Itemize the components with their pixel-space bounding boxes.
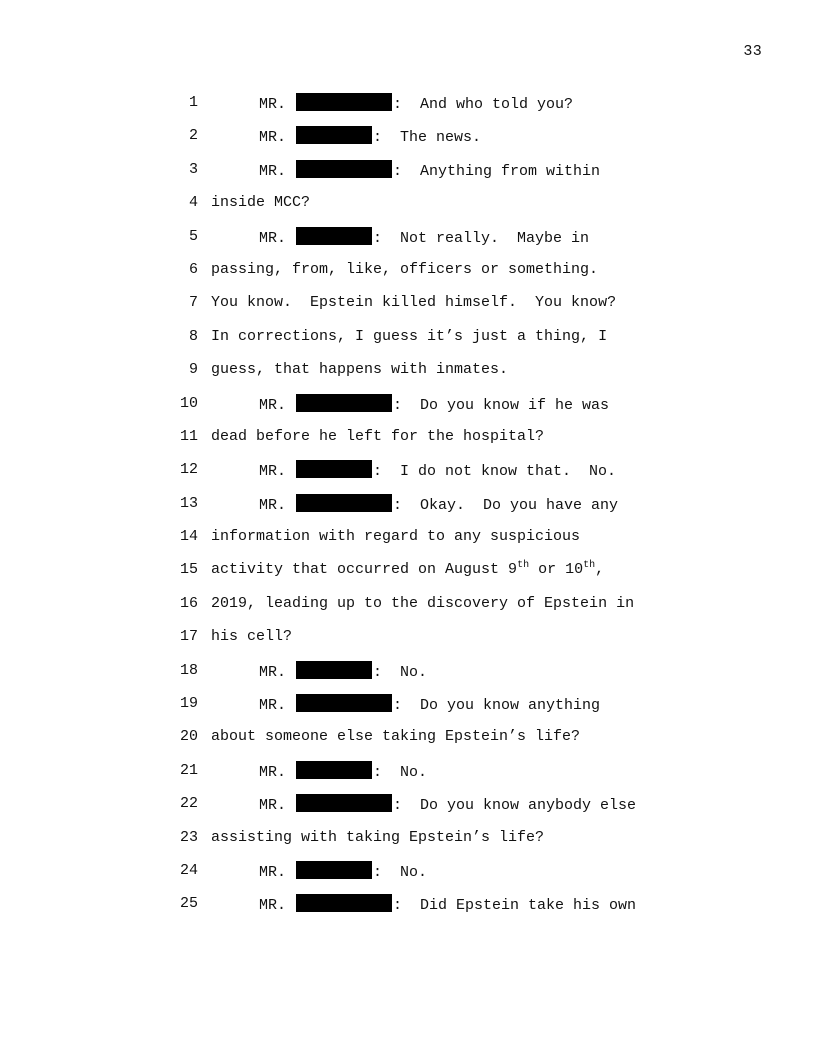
spoken-text: information with regard to any suspicious xyxy=(211,528,581,546)
ordinal-suffix: th xyxy=(517,560,530,572)
line-number: 7 xyxy=(188,294,198,312)
speaker-title: MR. xyxy=(259,863,296,881)
speaker-title: MR. xyxy=(259,96,296,113)
line-text xyxy=(211,627,292,647)
spoken-text: guess, that happens with inmates. xyxy=(211,361,509,379)
redaction-box xyxy=(296,694,392,712)
line-number: 19 xyxy=(179,695,198,713)
redaction-box xyxy=(296,761,372,779)
spoken-text: : Anything from within xyxy=(393,162,601,180)
line-text xyxy=(211,828,544,848)
transcript-line xyxy=(0,828,816,861)
spoken-text: dead before he left for the hospital? xyxy=(211,427,545,445)
transcript-body xyxy=(0,93,816,928)
redaction-box xyxy=(296,794,392,812)
ordinal-suffix: th xyxy=(583,560,596,572)
transcript-line xyxy=(0,661,816,694)
spoken-text: or 10 xyxy=(529,561,584,579)
transcript-line xyxy=(0,360,816,393)
spoken-text: , xyxy=(595,561,605,579)
speaker-title: MR. xyxy=(259,697,296,715)
transcript-line xyxy=(0,260,816,293)
line-text xyxy=(211,594,634,614)
speaker-title: MR. xyxy=(259,663,296,681)
line-number: 8 xyxy=(188,327,198,345)
spoken-text: : Not really. Maybe in xyxy=(373,229,590,247)
line-text xyxy=(211,193,310,213)
redaction-box xyxy=(296,394,392,412)
speaker-title: MR. xyxy=(259,396,296,414)
speaker-title: MR. xyxy=(259,229,296,247)
redaction-box xyxy=(296,894,392,912)
speaker-line-text xyxy=(259,460,616,482)
line-text xyxy=(211,427,544,447)
redaction-box xyxy=(296,460,372,478)
speaker-line-text xyxy=(259,93,573,115)
line-number: 6 xyxy=(188,260,198,278)
speaker-line-text xyxy=(259,861,427,883)
line-number: 13 xyxy=(179,494,198,512)
redaction-box xyxy=(296,160,392,178)
speaker-line-text xyxy=(259,160,600,182)
transcript-line xyxy=(0,894,816,927)
redaction-box xyxy=(296,93,392,111)
line-number: 9 xyxy=(188,361,198,379)
speaker-title: MR. xyxy=(259,763,296,781)
line-number: 11 xyxy=(179,427,198,445)
line-text xyxy=(211,260,598,280)
transcript-line xyxy=(0,160,816,193)
speaker-line-text xyxy=(259,761,427,783)
speaker-line-text xyxy=(259,661,427,683)
spoken-text: about someone else taking Epstein’s life? xyxy=(211,728,581,746)
transcript-line xyxy=(0,227,816,260)
speaker-line-text xyxy=(259,227,589,249)
transcript-line xyxy=(0,861,816,894)
spoken-text: 2019, leading up to the discovery of Epstein in xyxy=(211,594,635,612)
speaker-line-text xyxy=(259,394,609,416)
spoken-text: assisting with taking Epstein’s life? xyxy=(211,828,545,846)
transcript-line xyxy=(0,794,816,827)
transcript-line xyxy=(0,193,816,226)
transcript-line xyxy=(0,394,816,427)
line-number: 4 xyxy=(188,194,198,212)
line-number: 2 xyxy=(188,127,198,145)
transcript-line xyxy=(0,93,816,126)
redaction-box xyxy=(296,126,372,144)
transcript-line xyxy=(0,460,816,493)
spoken-text: : Do you know if he was xyxy=(393,396,610,414)
spoken-text: : I do not know that. No. xyxy=(373,463,617,481)
spoken-text: : Do you know anybody else xyxy=(393,797,637,815)
speaker-line-text xyxy=(259,894,636,916)
speaker-title: MR. xyxy=(259,897,296,915)
transcript-line xyxy=(0,527,816,560)
speaker-line-text xyxy=(259,126,481,148)
transcript-line xyxy=(0,761,816,794)
transcript-line xyxy=(0,627,816,660)
redaction-box xyxy=(296,227,372,245)
speaker-title: MR. xyxy=(259,496,296,514)
line-number: 20 xyxy=(179,728,198,746)
transcript-line xyxy=(0,727,816,760)
line-number: 24 xyxy=(179,861,198,879)
transcript-line xyxy=(0,494,816,527)
line-text xyxy=(211,527,580,547)
line-text xyxy=(211,327,607,347)
speaker-title: MR. xyxy=(259,797,296,815)
line-number: 1 xyxy=(188,94,198,111)
line-number: 12 xyxy=(179,461,198,479)
page-number: 33 xyxy=(743,43,762,60)
speaker-title: MR. xyxy=(259,162,296,180)
line-number: 3 xyxy=(188,160,198,178)
spoken-text: : The news. xyxy=(373,129,482,147)
spoken-text: : Okay. Do you have any xyxy=(393,496,619,514)
line-number: 25 xyxy=(179,895,198,913)
speaker-title: MR. xyxy=(259,129,296,147)
line-number: 5 xyxy=(188,227,198,245)
spoken-text: : No. xyxy=(373,763,428,781)
spoken-text: : No. xyxy=(373,863,428,881)
spoken-text: You know. Epstein killed himself. You know? xyxy=(211,294,617,312)
transcript-line xyxy=(0,126,816,159)
spoken-text: In corrections, I guess it’s just a thing, I xyxy=(211,327,608,345)
line-text xyxy=(211,727,580,747)
spoken-text: activity that occurred on August 9 xyxy=(211,561,518,579)
line-number: 16 xyxy=(179,594,198,612)
speaker-line-text xyxy=(259,794,636,816)
line-number: 14 xyxy=(179,528,198,546)
redaction-box xyxy=(296,661,372,679)
spoken-text: : Did Epstein take his own xyxy=(393,897,637,915)
transcript-line xyxy=(0,560,816,593)
line-text xyxy=(211,360,508,380)
transcript-line xyxy=(0,327,816,360)
spoken-text: passing, from, like, officers or something. xyxy=(211,260,599,278)
speaker-line-text xyxy=(259,694,600,716)
transcript-line xyxy=(0,293,816,326)
spoken-text: inside MCC? xyxy=(211,194,311,212)
spoken-text: : And who told you? xyxy=(393,96,574,113)
line-number: 22 xyxy=(179,795,198,813)
line-number: 10 xyxy=(179,394,198,412)
redaction-box xyxy=(296,494,392,512)
transcript-line xyxy=(0,594,816,627)
line-number: 18 xyxy=(179,661,198,679)
line-number: 17 xyxy=(179,628,198,646)
speaker-line-text xyxy=(259,494,618,516)
line-text xyxy=(211,293,616,313)
spoken-text: : No. xyxy=(373,663,428,681)
line-text xyxy=(211,560,604,580)
spoken-text: his cell? xyxy=(211,628,293,646)
transcript-line xyxy=(0,694,816,727)
transcript-line xyxy=(0,427,816,460)
line-number: 21 xyxy=(179,761,198,779)
line-number: 15 xyxy=(179,561,198,579)
line-number: 23 xyxy=(179,828,198,846)
spoken-text: : Do you know anything xyxy=(393,697,601,715)
redaction-box xyxy=(296,861,372,879)
speaker-title: MR. xyxy=(259,463,296,481)
